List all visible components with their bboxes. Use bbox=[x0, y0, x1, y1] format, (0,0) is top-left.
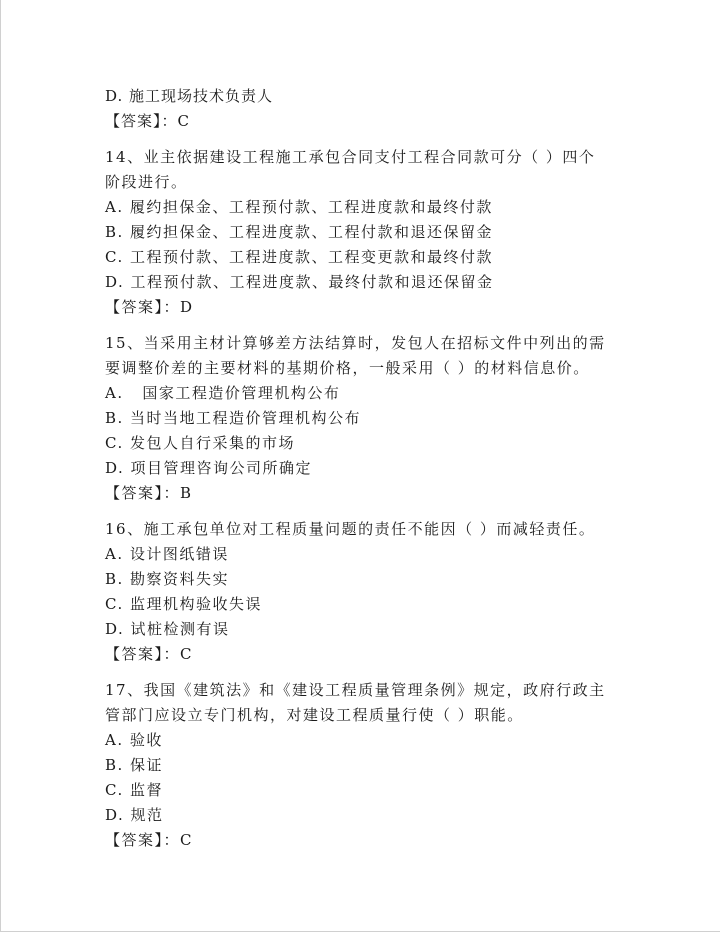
question-text-line-1: 15、当采用主材计算够差方法结算时，发包人在招标文件中列出的需 bbox=[105, 334, 606, 352]
question-17 bbox=[105, 678, 645, 853]
answer: 【答案】：C bbox=[105, 831, 193, 849]
question-text-line-2: 管部门应设立专门机构，对建设工程质量行使（ ）职能。 bbox=[105, 706, 524, 724]
option-d: D. 项目管理咨询公司所确定 bbox=[105, 459, 313, 477]
question-text-line-1: 14、业主依据建设工程施工承包合同支付工程合同款可分（ ）四个 bbox=[105, 148, 596, 166]
document-page bbox=[105, 84, 645, 853]
option-b: B. 当时当地工程造价管理机构公布 bbox=[105, 409, 362, 427]
question-text-line-1: 16、施工承包单位对工程质量问题的责任不能因（ ）而减轻责任。 bbox=[105, 520, 596, 538]
question-text-line-2: 阶段进行。 bbox=[105, 173, 188, 191]
option-c: C. 监理机构验收失误 bbox=[105, 595, 262, 613]
option-a: A. 验收 bbox=[105, 731, 163, 749]
option-a: A. 国家工程造价管理机构公布 bbox=[105, 384, 341, 402]
option-d: D. 试桩检测有误 bbox=[105, 620, 230, 638]
page-edge-left bbox=[0, 0, 1, 932]
option-b: B. 勘察资料失实 bbox=[105, 570, 230, 588]
option-c: C. 工程预付款、工程进度款、工程变更款和最终付款 bbox=[105, 248, 493, 266]
option-d: D. 规范 bbox=[105, 806, 164, 824]
question-16 bbox=[105, 517, 645, 667]
option-a: A. 履约担保金、工程预付款、工程进度款和最终付款 bbox=[105, 198, 493, 216]
answer: 【答案】：B bbox=[105, 484, 193, 502]
option-d: D. 工程预付款、工程进度款、最终付款和退还保留金 bbox=[105, 273, 494, 291]
question-15 bbox=[105, 331, 645, 506]
question-text-line-2: 要调整价差的主要材料的基期价格，一般采用（ ）的材料信息价。 bbox=[105, 359, 590, 377]
option-c: C. 发包人自行采集的市场 bbox=[105, 434, 295, 452]
option-c: C. 监督 bbox=[105, 781, 163, 799]
answer: 【答案】：C bbox=[105, 112, 190, 130]
option-a: A. 设计图纸错误 bbox=[105, 545, 229, 563]
answer: 【答案】：C bbox=[105, 645, 193, 663]
answer: 【答案】：D bbox=[105, 298, 194, 316]
question-text-line-1: 17、我国《建筑法》和《建设工程质量管理条例》规定，政府行政主 bbox=[105, 681, 606, 699]
question-14 bbox=[105, 145, 645, 320]
option-b: B. 保证 bbox=[105, 756, 164, 774]
option-d: D. 施工现场技术负责人 bbox=[105, 87, 274, 105]
question-13-tail bbox=[105, 84, 645, 134]
option-b: B. 履约担保金、工程进度款、工程付款和退还保留金 bbox=[105, 223, 494, 241]
